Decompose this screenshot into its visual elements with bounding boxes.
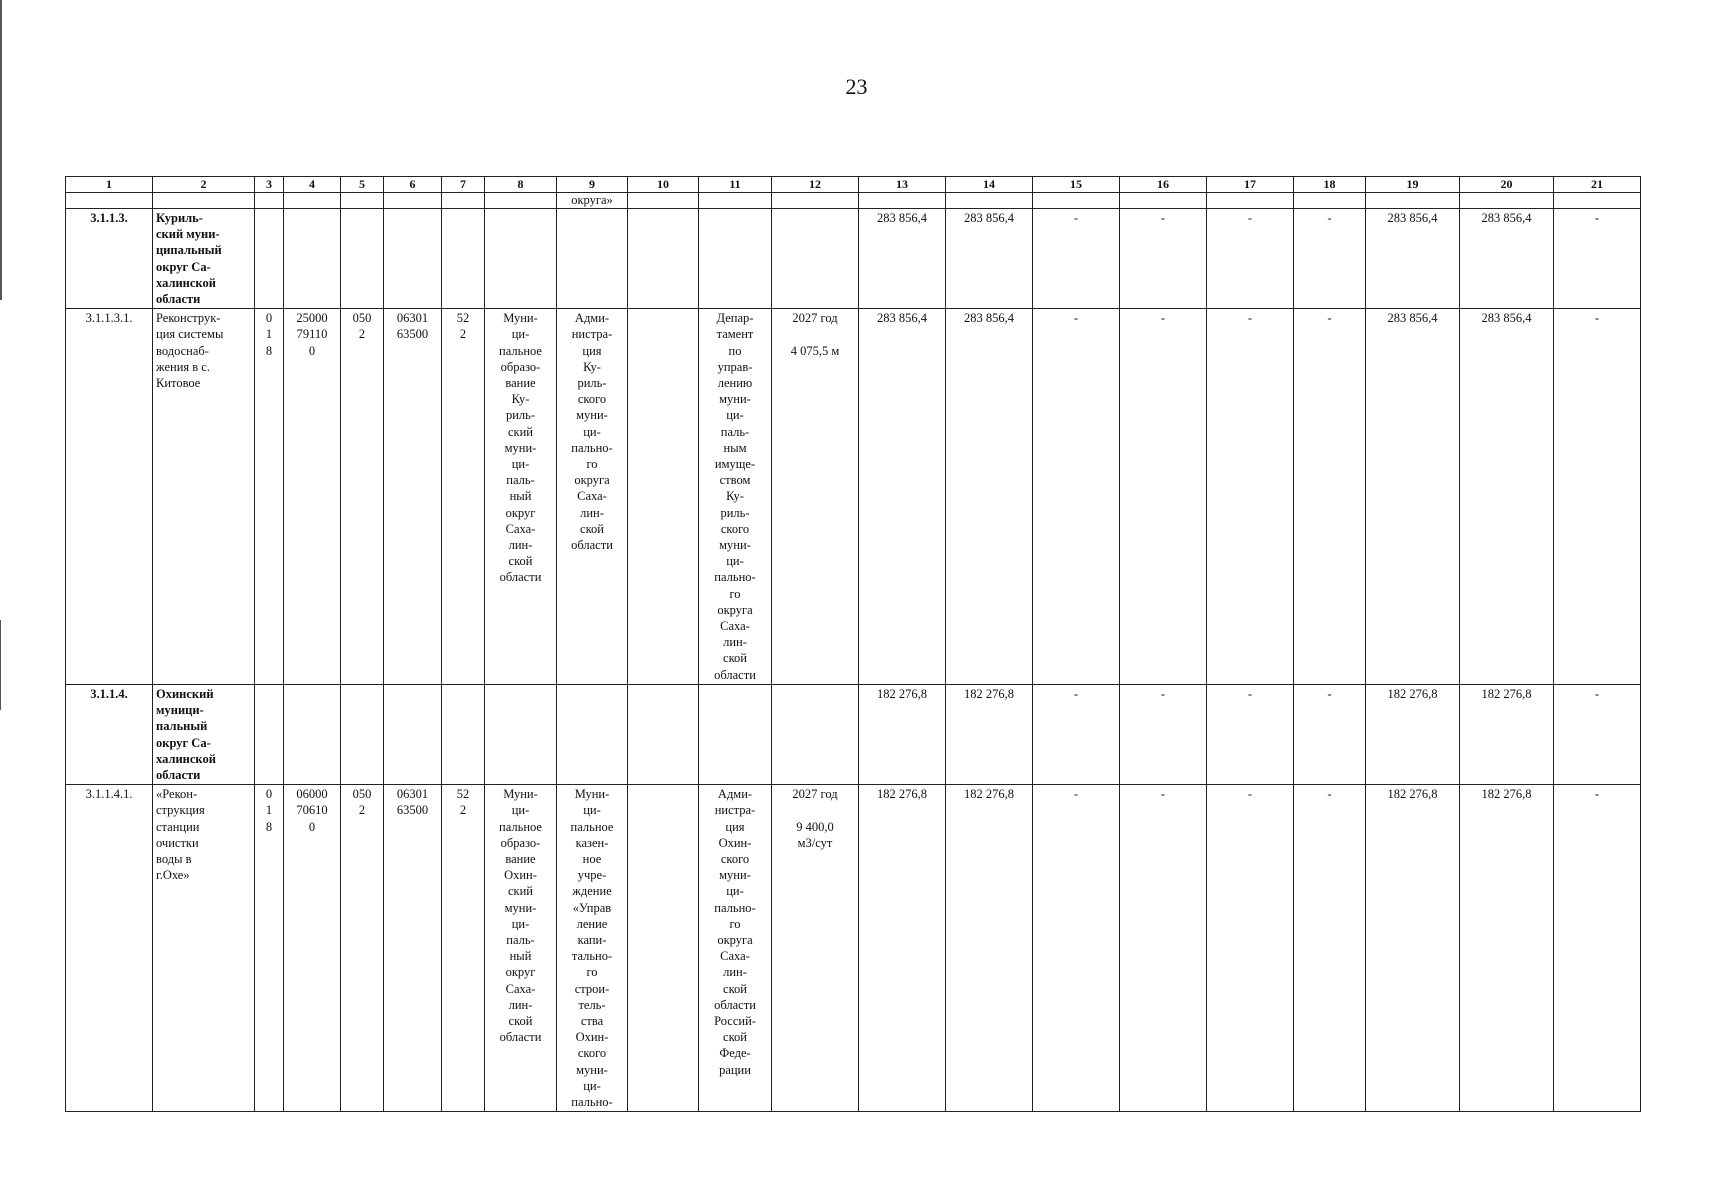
cell-col-19: 182 276,8 — [1366, 684, 1460, 784]
column-header-3: 3 — [255, 177, 284, 193]
cell-col-18: - — [1294, 684, 1366, 784]
cell-col-11: Депар- тамент по управ- лению муни- ци- паль- ным имуще- ством Ку- риль- ского муни- ци- пально- го округа Саха- лин- ской области — [699, 309, 772, 685]
empty-cell — [384, 193, 442, 209]
cell-col-16: - — [1120, 309, 1207, 685]
column-header-16: 16 — [1120, 177, 1207, 193]
empty-cell — [699, 193, 772, 209]
row-name-cell: Охинский муници- пальный округ Са- халинской области — [153, 684, 255, 784]
cell-col-15: - — [1033, 309, 1120, 685]
cell-col-9 — [557, 684, 628, 784]
column-header-1: 1 — [66, 177, 153, 193]
cell-col-5 — [341, 209, 384, 309]
cell-col-3 — [255, 684, 284, 784]
cell-col-16: - — [1120, 785, 1207, 1112]
cell-col-19: 182 276,8 — [1366, 785, 1460, 1112]
cell-col-15: - — [1033, 209, 1120, 309]
cell-col-6: 06301 63500 — [384, 309, 442, 685]
cell-col-16: - — [1120, 209, 1207, 309]
cell-col-20: 182 276,8 — [1460, 684, 1554, 784]
program-table — [65, 176, 1641, 1112]
column-header-18: 18 — [1294, 177, 1366, 193]
column-header-14: 14 — [946, 177, 1033, 193]
cell-col-13: 182 276,8 — [859, 684, 946, 784]
cell-col-5 — [341, 684, 384, 784]
cell-col-12: 2027 год 9 400,0 м3/сут — [772, 785, 859, 1112]
cell-col-14: 283 856,4 — [946, 309, 1033, 685]
table-row — [66, 785, 1641, 1112]
column-header-13: 13 — [859, 177, 946, 193]
empty-cell — [1120, 193, 1207, 209]
column-header-5: 5 — [341, 177, 384, 193]
column-header-12: 12 — [772, 177, 859, 193]
cell-col-10 — [628, 785, 699, 1112]
cell-col-17: - — [1207, 785, 1294, 1112]
column-header-17: 17 — [1207, 177, 1294, 193]
table-row — [66, 209, 1641, 309]
empty-cell — [66, 193, 153, 209]
row-number-cell: 3.1.1.4.1. — [66, 785, 153, 1112]
cell-col-7: 52 2 — [442, 309, 485, 685]
page-edge-mark — [0, 0, 2, 300]
cell-col-4 — [284, 684, 341, 784]
cell-col-12 — [772, 209, 859, 309]
cell-col-18: - — [1294, 785, 1366, 1112]
cell-col-11: Адми- нистра- ция Охин- ского муни- ци- пально- го округа Саха- лин- ской области Россий- ской Феде- рации — [699, 785, 772, 1112]
header-row — [66, 177, 1641, 193]
cell-col-8: Муни- ци- пальное образо- вание Охин- ский муни- ци- паль- ный округ Саха- лин- ской области — [485, 785, 557, 1112]
page-edge-mark-lower — [0, 620, 1, 710]
cell-col-3: 0 1 8 — [255, 785, 284, 1112]
cell-col-11 — [699, 209, 772, 309]
empty-cell — [442, 193, 485, 209]
cell-col-18: - — [1294, 309, 1366, 685]
empty-cell — [341, 193, 384, 209]
row-name-cell: Реконструк- ция системы водоснаб- жения в с. Китовое — [153, 309, 255, 685]
empty-cell — [153, 193, 255, 209]
column-header-15: 15 — [1033, 177, 1120, 193]
cell-col-17: - — [1207, 684, 1294, 784]
cell-col-3 — [255, 209, 284, 309]
cell-col-6 — [384, 209, 442, 309]
cell-col-14: 182 276,8 — [946, 785, 1033, 1112]
cell-col-17: - — [1207, 309, 1294, 685]
cell-col-21: - — [1554, 309, 1641, 685]
cell-col-12 — [772, 684, 859, 784]
cell-col-10 — [628, 209, 699, 309]
empty-cell — [1554, 193, 1641, 209]
cell-col-13: 182 276,8 — [859, 785, 946, 1112]
cell-col-11 — [699, 684, 772, 784]
cell-col-4 — [284, 209, 341, 309]
cell-col-7 — [442, 209, 485, 309]
cell-col-6 — [384, 684, 442, 784]
row-number-cell: 3.1.1.3. — [66, 209, 153, 309]
column-header-6: 6 — [384, 177, 442, 193]
cell-col-6: 06301 63500 — [384, 785, 442, 1112]
cell-col-18: - — [1294, 209, 1366, 309]
continuation-row — [66, 193, 1641, 209]
column-header-11: 11 — [699, 177, 772, 193]
cell-col-5: 050 2 — [341, 309, 384, 685]
table-row — [66, 309, 1641, 685]
row-name-cell: Куриль- ский муни- ципальный округ Са- халинской области — [153, 209, 255, 309]
row-number-cell: 3.1.1.3.1. — [66, 309, 153, 685]
column-header-4: 4 — [284, 177, 341, 193]
column-header-19: 19 — [1366, 177, 1460, 193]
empty-cell — [485, 193, 557, 209]
column-header-21: 21 — [1554, 177, 1641, 193]
cell-col-13: 283 856,4 — [859, 209, 946, 309]
column-header-9: 9 — [557, 177, 628, 193]
cell-col-8 — [485, 209, 557, 309]
empty-cell — [772, 193, 859, 209]
cell-col-14: 283 856,4 — [946, 209, 1033, 309]
cell-col-21: - — [1554, 785, 1641, 1112]
row-name-cell: «Рекон- струкция станции очистки воды в г.Охе» — [153, 785, 255, 1112]
cell-col-16: - — [1120, 684, 1207, 784]
empty-cell — [1366, 193, 1460, 209]
empty-cell — [284, 193, 341, 209]
cell-col-9: Адми- нистра- ция Ку- риль- ского муни- ци- пально- го округа Саха- лин- ской области — [557, 309, 628, 685]
cell-col-19: 283 856,4 — [1366, 309, 1460, 685]
cell-col-15: - — [1033, 684, 1120, 784]
empty-cell — [1207, 193, 1294, 209]
column-header-2: 2 — [153, 177, 255, 193]
continuation-cell-9: округа» — [557, 193, 628, 209]
cell-col-15: - — [1033, 785, 1120, 1112]
cell-col-7: 52 2 — [442, 785, 485, 1112]
empty-cell — [1294, 193, 1366, 209]
cell-col-12: 2027 год 4 075,5 м — [772, 309, 859, 685]
column-header-20: 20 — [1460, 177, 1554, 193]
empty-cell — [628, 193, 699, 209]
cell-col-5: 050 2 — [341, 785, 384, 1112]
cell-col-20: 182 276,8 — [1460, 785, 1554, 1112]
row-number-cell: 3.1.1.4. — [66, 684, 153, 784]
cell-col-8: Муни- ци- пальное образо- вание Ку- риль- ский муни- ци- паль- ный округ Саха- лин- ской области — [485, 309, 557, 685]
empty-cell — [255, 193, 284, 209]
cell-col-20: 283 856,4 — [1460, 309, 1554, 685]
column-header-7: 7 — [442, 177, 485, 193]
cell-col-10 — [628, 309, 699, 685]
cell-col-9 — [557, 209, 628, 309]
cell-col-20: 283 856,4 — [1460, 209, 1554, 309]
cell-col-4: 25000 79110 0 — [284, 309, 341, 685]
cell-col-9: Муни- ци- пальное казен- ное учре- ждение «Управ ление капи- тально- го строи- тель- ства Охин- ского муни- ци- пально- — [557, 785, 628, 1112]
cell-col-14: 182 276,8 — [946, 684, 1033, 784]
cell-col-13: 283 856,4 — [859, 309, 946, 685]
column-header-10: 10 — [628, 177, 699, 193]
cell-col-3: 0 1 8 — [255, 309, 284, 685]
empty-cell — [859, 193, 946, 209]
empty-cell — [946, 193, 1033, 209]
cell-col-4: 06000 70610 0 — [284, 785, 341, 1112]
page-number: 23 — [845, 74, 868, 99]
empty-cell — [1033, 193, 1120, 209]
cell-col-10 — [628, 684, 699, 784]
column-header-8: 8 — [485, 177, 557, 193]
table-row — [66, 684, 1641, 784]
cell-col-21: - — [1554, 684, 1641, 784]
cell-col-21: - — [1554, 209, 1641, 309]
cell-col-19: 283 856,4 — [1366, 209, 1460, 309]
empty-cell — [1460, 193, 1554, 209]
cell-col-7 — [442, 684, 485, 784]
cell-col-8 — [485, 684, 557, 784]
cell-col-17: - — [1207, 209, 1294, 309]
